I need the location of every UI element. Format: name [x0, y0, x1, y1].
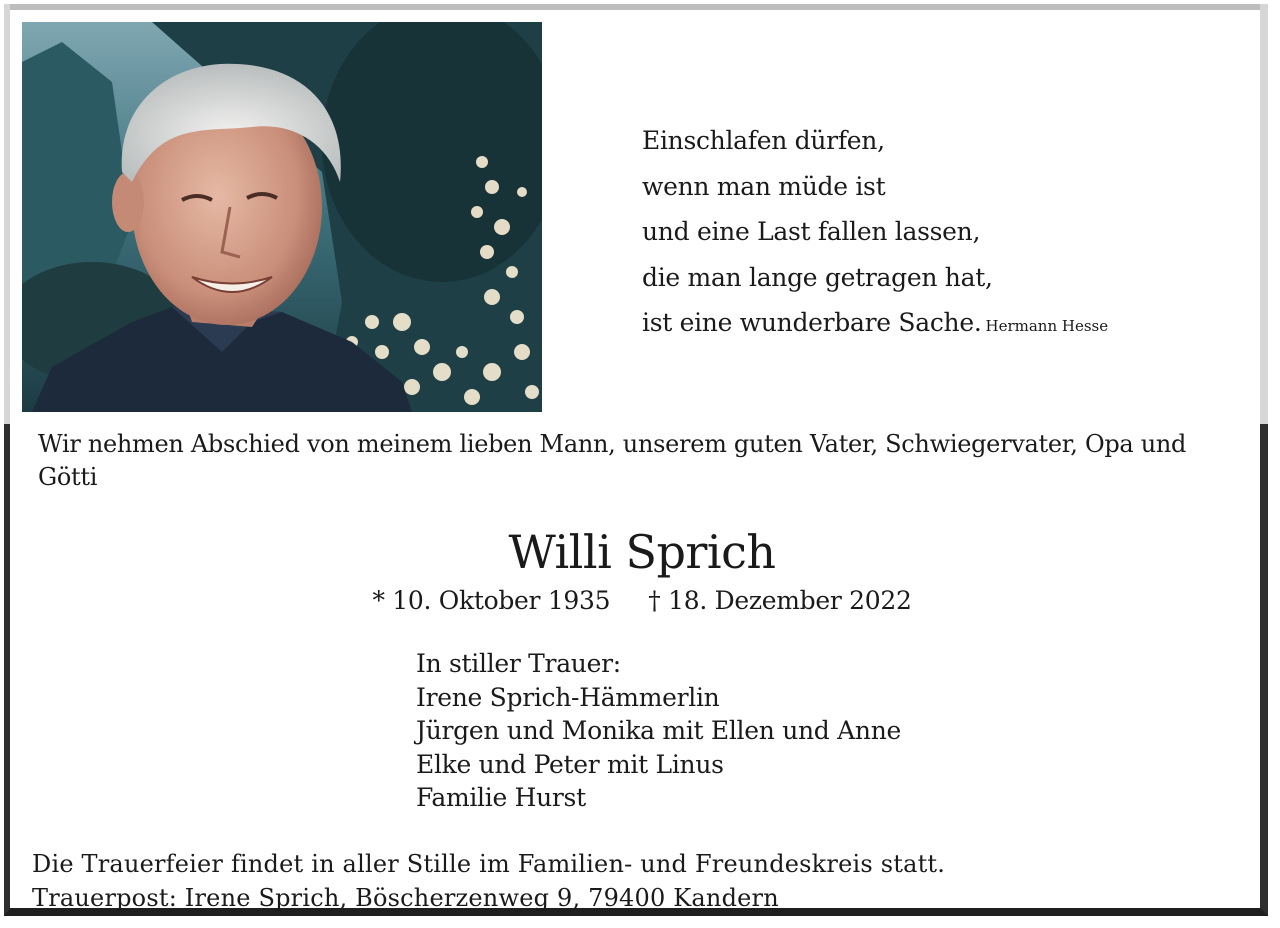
poem — [642, 118, 1108, 350]
poem-line-last — [642, 300, 1108, 350]
mourner-name: Familie Hurst — [416, 783, 586, 812]
portrait-photo — [22, 22, 542, 412]
death-date: † 18. Dezember 2022 — [648, 586, 912, 615]
poem-line-text: ist eine wunderbare Sache. — [642, 308, 982, 337]
mourner-name: Irene Sprich-Hämmerlin — [416, 682, 720, 712]
poem-line: die man lange getragen hat, — [642, 262, 993, 292]
birth-date: * 10. Oktober 1935 — [372, 586, 611, 615]
footer-info — [32, 848, 945, 915]
mourners-heading: In stiller Trauer: — [416, 649, 621, 678]
mail-address: Trauerpost: Irene Sprich, Böscherzenweg 9, 79400 Kandern — [32, 883, 779, 912]
ceremony-note: Die Trauerfeier findet in aller Stille im Familien- und Freundeskreis statt. — [32, 850, 946, 878]
farewell-intro: Wir nehmen Abschied von meinem lieben Mann, unserem guten Vater, Schwiegervater, Opa und Götti — [38, 430, 1187, 491]
poem-author: Hermann Hesse — [985, 317, 1109, 335]
poem-line: und eine Last fallen lassen, — [642, 217, 981, 246]
poem-line: wenn man müde ist — [642, 171, 886, 201]
obituary-card — [4, 4, 1268, 916]
poem-line: Einschlafen dürfen, — [642, 126, 885, 155]
deceased-name: Willi Sprich — [508, 525, 776, 579]
mourner-name: Jürgen und Monika mit Ellen und Anne — [416, 716, 902, 745]
portrait-photo-icon — [22, 22, 542, 412]
mourners-list — [416, 647, 901, 815]
mourner-name: Elke und Peter mit Linus — [416, 749, 724, 779]
life-dates — [10, 584, 1274, 618]
